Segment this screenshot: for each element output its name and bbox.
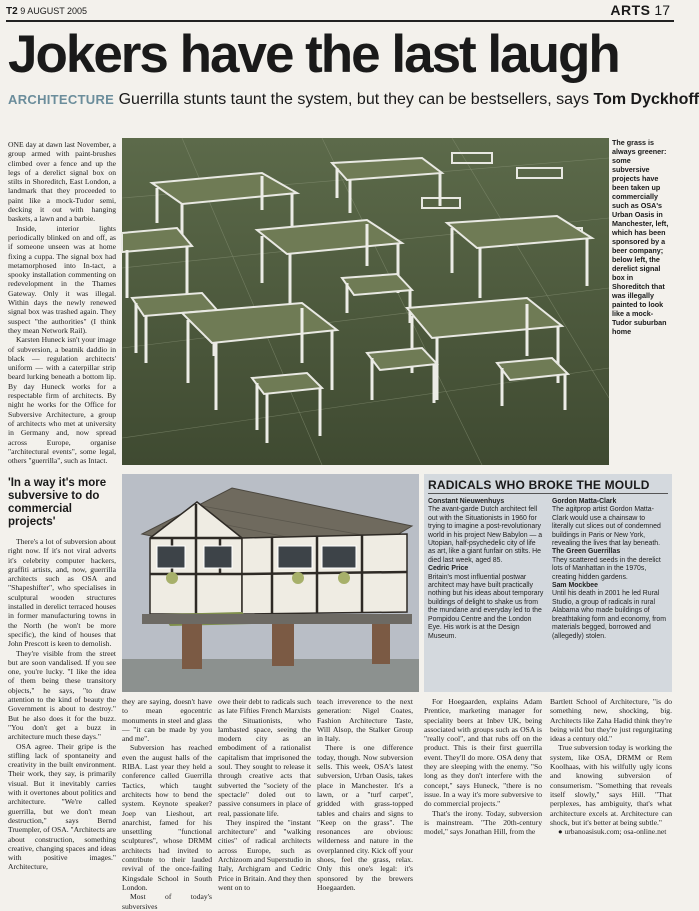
photo-caption: The grass is always greener: some subversive projects have been taken up commercially such as OSA's Urban Oasis in Manchester, left, which has been sponsored by a beer company; below left, the derelict signal box in Shoreditch that was illegally painted to look like a mock-Tudor suburban home (612, 138, 669, 336)
radical-description: Britain's most influential postwar architect may have built practically nothing but his ideas about temporary buildings of delight to shake us from the mundane and everyday led to the Pompidou Centre and the London Eye. His work is at the Design Museum. (428, 573, 544, 640)
urban-oasis-photo (122, 138, 609, 465)
pull-quote: 'In a way it's more subversive to do commercial projects' (8, 477, 107, 528)
paragraph: For Hoegaarden, explains Adam Prentice, marketing manager for speciality beers at Inbev UK, being associated with groups such as OSA is "really cool", and that rubs off on the product. This is their first guerrilla event. They'll do more. OSA deny that they are sleeping with the enemy. "So long as they don't interfere with the concept," says Huneck, "there is no issue. In a way it's more subversive to do commercial projects." (424, 697, 542, 809)
paragraph: Bartlett School of Architecture, "is do something new, shocking, big. Architects like Zaha Hadid think they're being wild but they're just regurgitating ideas a century old." (550, 697, 672, 744)
article-column-4 (218, 697, 312, 892)
page-header-left (6, 6, 87, 17)
sidebar-title: RADICALS WHO BROKE THE MOULD (428, 478, 650, 492)
section-label: ARCHITECTURE (8, 92, 115, 107)
standfirst (8, 91, 699, 109)
paragraph: There is one difference today, though. Now subversion sells. This week, OSA's latest subversion, Urban Oasis, takes place in Manchester. It's a lawn, or a "turf carpet", gridded with grass-topped tables and chairs and signs to "Keep on the grass". The resonances are obvious: wilderness and nature in the overplanned city. Kick off your shoes, feel the grass, relax. Only this one's legal: it's sponsored by the brewers Hoegaarden. (317, 743, 413, 892)
paragraph: teach irreverence to the next generation: Nigel Coates, Fashion Architecture Taste, Will Alsop, the Stalker Group in Italy. (317, 697, 413, 744)
article-column-3 (122, 697, 212, 911)
article-column-6 (424, 697, 542, 869)
radical-name: Constant Nieuwenhuys (428, 498, 505, 505)
radical-name: Cedric Price (428, 565, 469, 573)
radical-description: Until his death in 2001 he led Rural Studio, a group of radicals in rural Alabama who made buildings of breathtaking form and economy, from materials begged, borrowed and (allegedly) stolen. (552, 590, 667, 640)
sidebar-title-rule (428, 493, 668, 494)
paragraph: True subversion today is working the system, like OSA, DRMM or Rem Koolhaas, with his wilfully ugly icons and knowing subversion of consumerism. "Something that reveals itself slowly," says Hill. "That perplexes, has ambiguity, that's what architecture excels at. Architecture can shock, but it's better at being subtle." (550, 743, 672, 827)
radical-description: They scattered seeds in the derelict lots of Manhattan in the 1970s, creating hidden gardens. (552, 556, 661, 581)
article-column-2 (8, 537, 116, 872)
paragraph: That's the irony. Today, subversion is mainstream. "The 20th-century model," says Jonathan Hill, from the (424, 808, 542, 837)
paragraph: ● urbanoasisuk.com; osa-online.net (558, 827, 667, 837)
issue-date: 9 AUGUST 2005 (20, 6, 88, 16)
paragraph: OSA agree. Their gripe is the stifling lack of spontaneity and creativity in the built environment. Their work, they say, is primarily visual. But it inevitably carries with it overtones about politics and architecture. "We're called guerrilla, but we don't mean destruction," says Bernd Truempler, of OSA. "Architects are about construction, something creative, changing spaces and ideas with positive images." Architecture, (8, 741, 116, 872)
paragraph: Subversion has reached even the august halls of the RIBA. Last year they held a conference called Guerrilla Tactics, which taught architects how to bend the system. Keynote speaker? Joep van Lieshout, art anarchist, famed for his unsettling "functional sculptures", whose DRMM architects had invited to contribute to their lauded revival of the once-failing Kingsdale School in South London. (122, 743, 212, 892)
paragraph: owe their debt to radicals such as late Fifties French Marxists the Situationists, who lambasted space, seeing the modern city as an embodiment of a rationalist capitalism that imprisoned the soul. They sought to release it through creative acts that subverted the "society of the spectacle" doled out to passive consumers in place of real, passionate life. (218, 697, 311, 818)
paragraph: Inside, interior lights periodically blinked on and off, as if someone unseen was at home fixing a cuppa. The signal box had metamorphosed into In-tact, a spooky installation commenting on redevelopment in the Thames Gateway. Only it was illegal. Within days the newly renewed signal box was trashed again. They suspect "the authorities" (I think they mean Network Rail). (8, 223, 116, 335)
article-column-7 (550, 697, 672, 869)
signal-box-photo (122, 474, 419, 692)
article-column-5 (317, 697, 413, 892)
section-code: T2 (6, 6, 18, 17)
article-column-1 (8, 140, 116, 470)
radical-name: Gordon Matta-Clark (552, 498, 617, 505)
sidebar-column-right (552, 498, 668, 688)
paragraph: Most of today's subversives (122, 892, 212, 911)
sidebar-column-left (428, 498, 544, 688)
header-rule (6, 20, 674, 22)
section-name: ARTS (610, 2, 651, 18)
radical-description: The agitprop artist Gordon Matta-Clark would use a chainsaw to literally cut slices out of condemned buildings in Paris or New York, revealing the lives that lay beneath. (552, 506, 661, 548)
paragraph: Karsten Huneck isn't your image of subversion, a beatnik daddio in black — regulation architects' uniform — with a caterpillar strip beard lurking beneath a bottom lip. By day Huneck works for a respectable firm of architects. By night he works for the Office for Subversive Architecture, a group of architects who met at university in Germany and, now spread across Europe, organise "architectural events", some legal, others "guerrilla", such as Intact. (8, 335, 116, 466)
paragraph: There's a lot of subversion about right now. If it's not viral adverts it's celebrity computer hackers, graffiti artists, and, now, guerrilla architects such as OSA and "Shapeshifter", who specialises in sculptural wooden structures installed in derelict terraced houses in former manufacturing towns in the North (he won't be more specific), the kind of houses that John Prescott is keen to demolish. (8, 537, 116, 649)
radical-name: The Green Guerrillas (552, 548, 621, 556)
paragraph: they are saying, doesn't have to mean egocentric monuments in steel and glass — "it can be made by you and me". (122, 697, 212, 744)
standfirst-text: Guerrilla stunts taunt the system, but they can be bestsellers, says (118, 91, 590, 108)
paragraph: They inspired the "instant architecture" and "walking cities" of radical architects across Europe, such as Archizoom and Superstudio in Italy, Archigram and Cedric Price in Britain. And they then went on to (218, 817, 312, 892)
paragraph: They're visible from the street but are soon vandalised. If you see one, you're lucky. "I like the idea of them being these transitory objects," he says, "to draw attention to the kind of beauty the Government is about to destroy." But he also does it for the buzz. "You don't get a buzz in architecture much these days." (8, 648, 116, 742)
radical-description: The avant-garde Dutch architect fell out with the Situationists in 1960 for trying to imagine a post-revolutionary world in his project New Babylon — a Utopian, half-psychedelic city of life as art, like a giant funfair on stilts. He died last week, aged 85. (428, 506, 543, 564)
radical-name: Sam Mockbee (552, 582, 598, 590)
page-number: 17 (654, 2, 670, 18)
radicals-sidebar (424, 474, 672, 692)
byline: Tom Dyckhoff (593, 91, 699, 108)
page-header-right (610, 2, 670, 18)
headline: Jokers have the last laugh (8, 25, 619, 84)
paragraph: ONE day at dawn last November, a group armed with paint-brushes climbed over a fence and up the legs of a derelict signal box on stilts in Shoreditch, East London, a landmark that they proceeded to paint like a mock-Tudor semi, decking it out with hanging baskets, a lawn and a barbie. (8, 140, 116, 224)
